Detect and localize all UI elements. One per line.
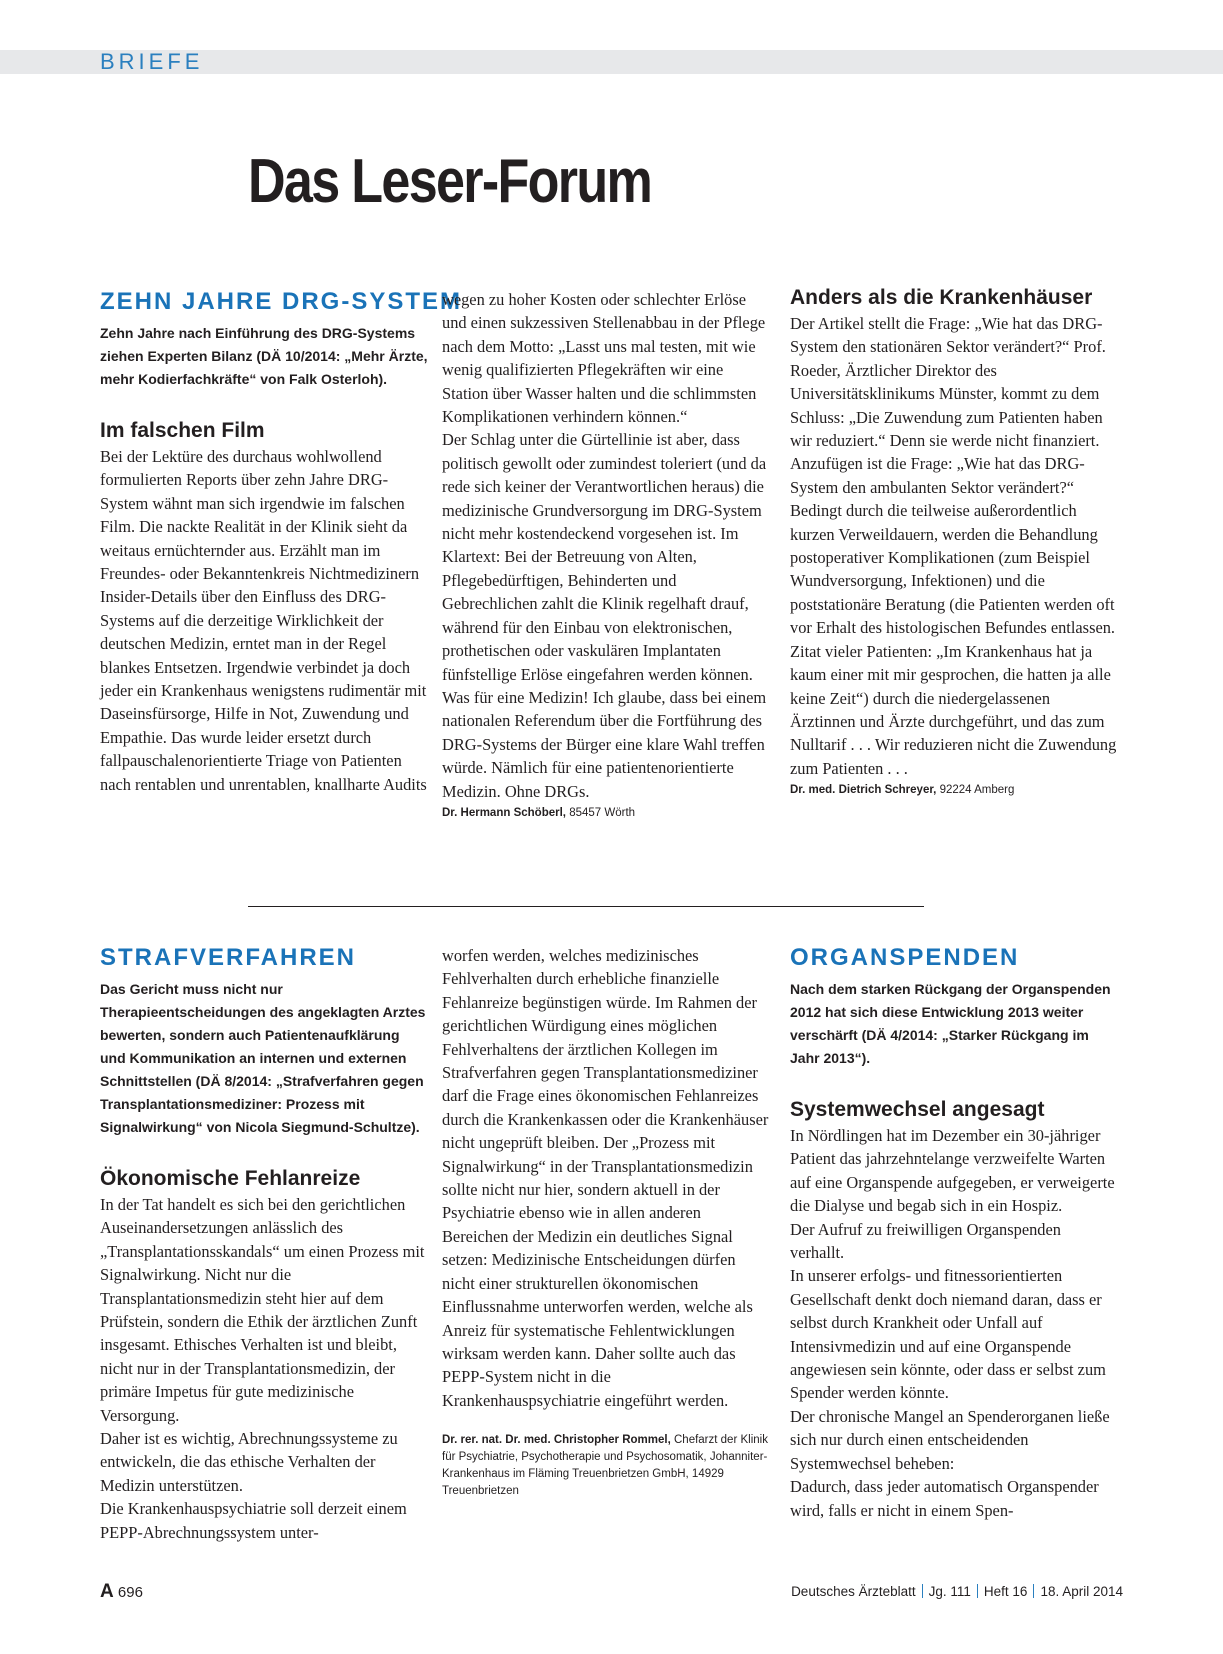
paragraph: Daher ist es wichtig, Abrechnungssysteme zu entwickeln, die das ethische Verhalten der Medizin unterstützen. [100, 1429, 398, 1495]
article-intro: Das Gericht muss nicht nur Therapieentscheidungen des angeklagten Arztes bewerten, sondern auch Patientenaufklärung und Kommunikation an internen und externen Schnittstellen (DÄ 8/2014: „Strafverfahren gegen Transplantationsmediziner: Prozess mit Signalwirkung“ von Nicola Siegmund-Schultze). [100, 981, 426, 1135]
letter-heading: Systemwechsel angesagt [790, 1098, 1045, 1121]
letter-signature [442, 1432, 770, 1500]
paragraph: In unserer erfolgs- und fitnessorientierten Gesellschaft denkt doch niemand daran, dass er selbst durch Krankheit oder Unfall auf Intensivmedizin und auf eine Organspende angewiesen sein könnte, oder dass er selbst zum Spender werden könnte. [790, 1266, 1106, 1403]
paragraph: wegen zu hoher Kosten oder schlechter Erlöse und einen sukzessiven Stellenabbau in der Pflege nach dem Motto: „Lasst uns mal testen, mit wie wenig qualifizierten Pflegekräften wir eine Station über Wasser halten und die schlimmsten Komplikationen verhindern können.“ [442, 290, 766, 427]
topic-heading: ORGANSPENDEN [790, 944, 1020, 971]
signature-name: Dr. Hermann Schöberl, [442, 806, 566, 819]
article-intro: Zehn Jahre nach Einführung des DRG-Systems ziehen Experten Bilanz (DÄ 10/2014: „Mehr Ärzte, mehr Kodierfachkräfte“ von Falk Osterloh). [100, 325, 428, 387]
letter-signature [790, 782, 1118, 799]
paragraph: worfen werden, welches medizinisches Fehlverhalten durch erhebliche finanzielle Fehlanreize begünstigen würde. Im Rahmen der gerichtlichen Würdigung eines möglichen Fehlverhaltens der ärztlichen Kollegen im Strafverfahren gegen Transplantationsmediziner darf die Frage eines ökonomischen Fehlanreizes durch die Krankenkassen oder die Krankenhäuser nicht ungeprüft bleiben. Der „Prozess mit Signalwirkung“ in der Transplantationsmedizin sollte nicht nur hier, sondern aktuell in der Psychiatrie ebenso wie in allen anderen Bereichen der Medizin ein deutliches Signal setzen: Medizinische Entscheidungen dürfen nicht einer strukturellen ökonomischen Einflussnahme unterworfen werden, welche als Anreiz für systematische Fehlentwicklungen wirksam werden kann. Daher sollte auch das PEPP-System nicht in die Krankenhauspsychiatrie eingeführt werden. [442, 946, 769, 1410]
topic-heading: ZEHN JAHRE DRG-SYSTEM [100, 288, 463, 315]
letter-body [790, 1124, 1118, 1522]
journal-info [791, 1583, 1123, 1601]
letter-heading: Im falschen Film [100, 419, 265, 442]
letter-heading: Ökonomische Fehlanreize [100, 1167, 361, 1190]
article-drg-column-1 [100, 288, 463, 796]
page-number-value: 696 [117, 1584, 143, 1601]
letter-body [442, 944, 770, 1412]
separator [977, 1584, 978, 1598]
letter-body [100, 445, 428, 796]
section-divider [248, 906, 924, 907]
separator [922, 1584, 923, 1598]
paragraph: Dadurch, dass jeder automatisch Organspender wird, falls er nicht in einem Spen- [790, 1477, 1099, 1520]
paragraph: Der Schlag unter die Gürtellinie ist aber, dass politisch gewollt oder zumindest toleriert (und da rede sich keiner der Verantwortlichen heraus) die medizinische Grundversorgung im DRG-System nicht mehr kostendeckend vorgesehen ist. Im Klartext: Bei der Betreuung von Alten, Pflegebedürftigen, Behinderten und Gebrechlichen zahlt die Klinik regelhaft drauf, während für den Einbau von elektronischen, prothetischen oder vaskulären Implantaten fünfstellige Erlöse eingefahren werden können. Was für eine Medizin! Ich glaube, dass bei einem nationalen Referendum über die Fortführung des DRG-Systems der Bürger eine klare Wahl treffen würde. Nämlich für eine patientenorientierte Medizin. Ohne DRGs. [442, 430, 767, 801]
paragraph: Der Artikel stellt die Frage: „Wie hat das DRG-System den stationären Sektor verändert?“ Prof. Roeder, Ärztlicher Direktor des Universitätsklinikums Münster, kommt zu dem Schluss: „Die Zuwendung zum Patienten haben wir reduziert.“ Denn sie werde nicht finanziert. Anzufügen ist die Frage: „Wie hat das DRG-System den ambulanten Sektor verändert?“ Bedingt durch die teilweise außerordentlich kurzen Verweildauern, werden die Behandlung postoperativer Komplikationen (zum Beispiel Wundversorgung, Infektionen) und die poststationäre Beratung (die Patienten werden oft vor Erhalt des histologischen Befundes entlassen. Zitat vieler Patienten: „Im Krankenhaus hat ja kaum einer mit mir gesprochen, die hatten ja alle keine Zeit“) durch die niedergelassenen Ärztinnen und Ärzte durchgeführt, und das zum Nulltarif . . . Wir reduzieren nicht die Zuwendung zum Patienten . . . [790, 314, 1117, 778]
page-number [100, 1582, 143, 1603]
section-label: BRIEFE [100, 49, 204, 74]
article-drg-column-3 [790, 284, 1118, 799]
paragraph: Bei der Lektüre des durchaus wohlwollend formulierten Reports über zehn Jahre DRG-System wähnt man sich irgendwie im falschen Film. Die nackte Realität in der Klinik sieht da weitaus ernüchternder aus. Erzählt man im Freundes- oder Bekanntenkreis Nichtmedizinern Insider-Details über den Einfluss des DRG-Systems auf die derzeitige Wirklichkeit der deutschen Medizin, erntet man in der Regel blankes Entsetzen. Irgendwie verbindet ja doch jeder ein Krankenhaus wenigstens rudimentär mit Daseinsfürsorge, Hilfe in Not, Zuwendung und Empathie. Das wurde leider ersetzt durch fallpauschalenorientierte Triage von Patienten nach rentablen und unrentablen, knallharte Audits [100, 447, 427, 794]
page-prefix: A [100, 1581, 114, 1602]
letter-body [790, 312, 1118, 780]
signature-place: Chefarzt der Klinik für Psychiatrie, Psychotherapie und Psychosomatik, Johanniter-Krankenhaus im Fläming Treuenbrietzen GmbH, 14929 Treuenbrietzen [442, 1434, 768, 1498]
letter-body [100, 1193, 428, 1544]
article-strafverfahren-column-2 [442, 944, 770, 1500]
signature-name: Dr. rer. nat. Dr. med. Christopher Rommel, [442, 1434, 671, 1447]
page-title: Das Leser-Forum [248, 147, 652, 216]
journal-name: Deutsches Ärzteblatt [791, 1584, 916, 1599]
letter-heading: Anders als die Krankenhäuser [790, 286, 1093, 309]
signature-name: Dr. med. Dietrich Schreyer, [790, 784, 937, 797]
letter-body [442, 288, 770, 803]
journal-volume: Jg. 111 [928, 1584, 971, 1599]
separator [1033, 1584, 1034, 1598]
paragraph: Der chronische Mangel an Spenderorganen ließe sich nur durch einen entscheidenden Systemwechsel beheben: [790, 1406, 1110, 1473]
topic-heading: STRAFVERFAHREN [100, 944, 357, 971]
article-drg-column-2 [442, 288, 770, 822]
paragraph: In der Tat handelt es sich bei den gerichtlichen Auseinandersetzungen anlässlich des „Transplantationsskandals“ um einen Prozess mit Signalwirkung. Nicht nur die Transplantationsmedizin steht hier auf dem Prüfstein, sondern die Ethik der ärztlichen Zunft insgesamt. Ethisches Verhalten ist und bleibt, nicht nur in der Transplantationsmedizin, der primäre Impetus für gute medizinische Versorgung. [100, 1195, 425, 1425]
article-intro: Nach dem starken Rückgang der Organspenden 2012 hat sich diese Entwicklung 2013 weiter verschärft (DÄ 4/2014: „Starker Rückgang im Jahr 2013“). [790, 981, 1111, 1066]
paragraph: Die Krankenhauspsychiatrie soll derzeit einem PEPP-Abrechnungssystem unter- [100, 1499, 407, 1542]
letter-signature [442, 805, 770, 822]
journal-date: 18. April 2014 [1040, 1584, 1123, 1599]
paragraph: In Nördlingen hat im Dezember ein 30-jähriger Patient das jahrzehntelange verzweifelte Warten auf eine Organspende aufgegeben, er verweigerte die Dialyse und begab sich in ein Hospiz. [790, 1126, 1115, 1216]
article-organspenden-column [790, 944, 1118, 1522]
paragraph: Der Aufruf zu freiwilligen Organspenden verhallt. [790, 1219, 1061, 1263]
article-strafverfahren-column-1 [100, 944, 428, 1544]
journal-issue: Heft 16 [983, 1584, 1028, 1599]
signature-place: 92224 Amberg [939, 784, 1015, 797]
signature-place: 85457 Wörth [569, 806, 636, 819]
